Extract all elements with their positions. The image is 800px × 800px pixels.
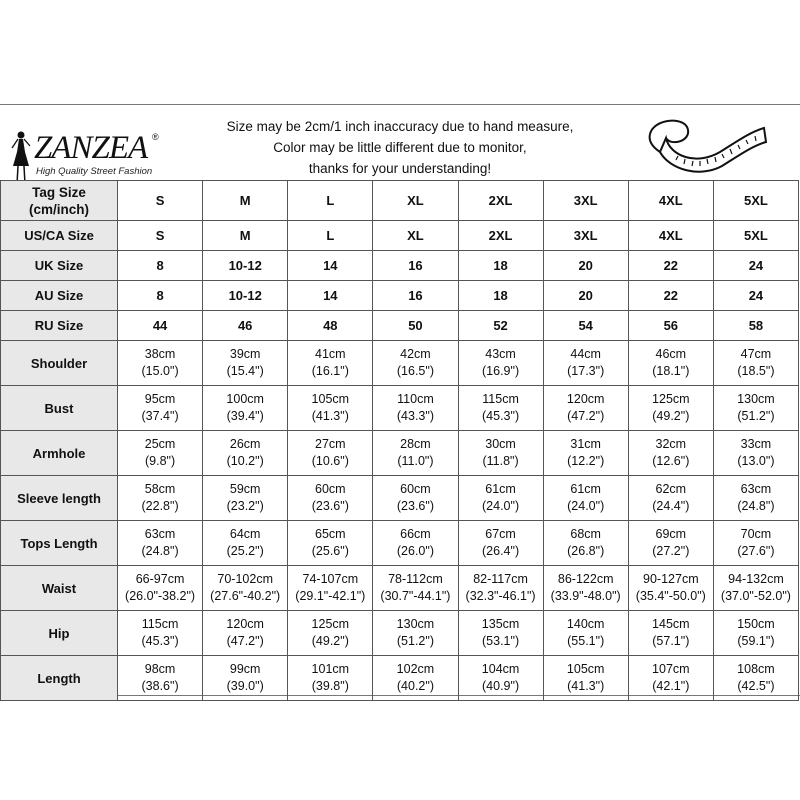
size-value-cell: S	[118, 221, 203, 251]
measurement-inch: (53.1")	[482, 634, 520, 648]
measurement-cm: 66cm	[400, 527, 431, 541]
measurement-cell	[203, 656, 288, 701]
size-value-cell: 52	[458, 311, 543, 341]
size-value-cell: 22	[628, 281, 713, 311]
measurement-inch: (11.0")	[397, 454, 434, 468]
measurement-cm: 95cm	[144, 392, 176, 406]
size-value-cell: 4XL	[628, 221, 713, 251]
registered-mark: ®	[152, 132, 159, 142]
measurement-inch: (26.0"-38.2")	[125, 589, 196, 603]
size-value-cell: 2XL	[458, 221, 543, 251]
conversion-row	[1, 281, 799, 311]
measurement-inch: (51.2")	[737, 409, 775, 423]
measurement-inch: (16.9")	[482, 364, 520, 378]
measurement-cell	[543, 611, 628, 656]
size-value-cell: 46	[203, 311, 288, 341]
measurement-cell	[628, 431, 713, 476]
measurement-cm: 47cm	[740, 347, 772, 361]
size-value-cell: 20	[543, 281, 628, 311]
measurement-cm: 26cm	[229, 437, 261, 451]
measurement-cm: 98cm	[144, 662, 176, 676]
size-value-cell: 5XL	[713, 221, 798, 251]
measurement-cm: 101cm	[311, 662, 350, 676]
measurement-cm: 68cm	[570, 527, 601, 541]
measurement-inch: (49.2")	[652, 409, 690, 423]
measurement-cm: 74-107cm	[302, 572, 359, 586]
measurement-inch: (51.2")	[396, 634, 434, 648]
size-header-cell: 4XL	[628, 181, 713, 221]
measurement-cell	[373, 521, 458, 566]
measurement-inch: (47.2")	[226, 634, 264, 648]
disclaimer-line: thanks for your understanding!	[308, 161, 492, 176]
measurement-inch: (39.4")	[226, 409, 264, 423]
size-header-cell: 5XL	[713, 181, 798, 221]
size-value-cell: 20	[543, 251, 628, 281]
measurement-cm: 70-102cm	[217, 572, 273, 586]
row-label: Bust	[1, 386, 118, 431]
row-label: Hip	[1, 611, 118, 656]
measurement-cell	[118, 611, 203, 656]
measurement-cm: 31cm	[570, 437, 601, 451]
size-value-cell: L	[288, 221, 373, 251]
measurement-cm: 104cm	[481, 662, 520, 676]
measurement-cell	[118, 521, 203, 566]
tag-size-label-line: Tag Size	[32, 184, 86, 200]
measurement-inch: (15.0")	[141, 364, 179, 378]
disclaimer-line: Color may be little different due to monitor,	[273, 140, 527, 155]
measurement-cm: 32cm	[655, 437, 687, 451]
measurement-cm: 115cm	[141, 617, 179, 631]
measurement-inch: (22.8")	[141, 499, 179, 513]
measurement-cell	[458, 341, 543, 386]
measurement-cell	[203, 386, 288, 431]
measurement-cell	[713, 566, 798, 611]
measurement-row	[1, 476, 799, 521]
size-value-cell: 16	[373, 281, 458, 311]
measurement-cm: 120cm	[226, 617, 264, 631]
measurement-cell	[288, 476, 373, 521]
measurement-inch: (41.3")	[567, 679, 605, 693]
measurement-cell	[373, 431, 458, 476]
measurement-cell	[543, 566, 628, 611]
measurement-cell	[203, 341, 288, 386]
measurement-cm: 150cm	[737, 617, 775, 631]
measurement-cm: 25cm	[144, 437, 176, 451]
size-value-cell: 10-12	[203, 281, 288, 311]
measurement-cm: 120cm	[566, 392, 605, 406]
measurement-cm: 90-127cm	[643, 572, 699, 586]
measurement-cm: 46cm	[655, 347, 687, 361]
measurement-row	[1, 656, 799, 701]
size-value-cell: 56	[628, 311, 713, 341]
measurement-cm: 39cm	[229, 347, 261, 361]
measurement-cm: 130cm	[737, 392, 775, 406]
measurement-row	[1, 611, 799, 656]
row-label: Shoulder	[1, 341, 118, 386]
measurement-inch: (33.9"-48.0")	[550, 589, 621, 603]
size-value-cell: M	[203, 221, 288, 251]
size-header-cell: 3XL	[543, 181, 628, 221]
measurement-inch: (15.4")	[226, 364, 264, 378]
measurement-inch: (10.6")	[311, 454, 349, 468]
size-chart-table	[0, 180, 799, 701]
measurement-inch: (18.1")	[652, 364, 690, 378]
measurement-inch: (24.8")	[141, 544, 179, 558]
measurement-cell	[118, 386, 203, 431]
measurement-cell	[543, 431, 628, 476]
measurement-cm: 125cm	[311, 617, 350, 631]
measurement-cm: 94-132cm	[728, 572, 784, 586]
measurement-inch: (40.2")	[396, 679, 434, 693]
measurement-cm: 110cm	[397, 392, 434, 406]
measurement-cell	[458, 521, 543, 566]
measurement-cell	[713, 386, 798, 431]
measurement-cell	[203, 521, 288, 566]
size-chart-header	[0, 104, 800, 180]
size-value-cell: 3XL	[543, 221, 628, 251]
size-value-cell: 58	[713, 311, 798, 341]
measurement-cm: 61cm	[570, 482, 601, 496]
size-value-cell: 10-12	[203, 251, 288, 281]
measurement-cell	[458, 476, 543, 521]
tag-size-row	[1, 181, 799, 221]
measurement-cm: 135cm	[481, 617, 520, 631]
measurement-cell	[373, 611, 458, 656]
measurement-inch: (12.6")	[652, 454, 690, 468]
measurement-cell	[118, 431, 203, 476]
size-header-cell: S	[118, 181, 203, 221]
measurement-cell	[118, 476, 203, 521]
measurement-cell	[203, 476, 288, 521]
row-label: Sleeve length	[1, 476, 118, 521]
measurement-cm: 130cm	[396, 617, 435, 631]
measurement-row	[1, 341, 799, 386]
measurement-cm: 108cm	[737, 662, 775, 676]
measurement-cell	[118, 341, 203, 386]
brand-logo	[4, 116, 174, 176]
measurement-cm: 63cm	[740, 482, 772, 496]
size-value-cell: 24	[713, 281, 798, 311]
measurement-cm: 59cm	[229, 482, 261, 496]
measurement-cm: 65cm	[315, 527, 346, 541]
measurement-inch: (17.3")	[567, 364, 605, 378]
measurement-inch: (27.6")	[737, 544, 775, 558]
measurement-cell	[543, 521, 628, 566]
measurement-row	[1, 431, 799, 476]
measurement-cell	[713, 341, 798, 386]
measurement-inch: (30.7"-44.1")	[380, 589, 451, 603]
measurement-inch: (57.1")	[652, 634, 690, 648]
measurement-cell	[713, 476, 798, 521]
measurement-inch: (24.0")	[567, 499, 605, 513]
measurement-inch: (23.6")	[311, 499, 349, 513]
conversion-row	[1, 311, 799, 341]
measurement-inch: (47.2")	[567, 409, 605, 423]
measurement-cell	[628, 341, 713, 386]
measurement-cm: 115cm	[482, 392, 519, 406]
row-label: Tops Length	[1, 521, 118, 566]
size-value-cell: 18	[458, 281, 543, 311]
measurement-inch: (25.6")	[311, 544, 349, 558]
measurement-cell	[628, 611, 713, 656]
measurement-cell	[203, 611, 288, 656]
measurement-cm: 70cm	[740, 527, 772, 541]
measurement-cell	[373, 656, 458, 701]
measurement-inch: (37.4")	[141, 409, 179, 423]
tag-size-label	[1, 181, 118, 221]
disclaimer-notes	[190, 116, 610, 179]
tag-size-label-line: (cm/inch)	[28, 201, 89, 217]
measurement-inch: (43.3")	[396, 409, 434, 423]
measurement-inch: (23.6")	[396, 499, 434, 513]
measurement-cm: 86-122cm	[557, 572, 614, 586]
measurement-inch: (23.2")	[226, 499, 264, 513]
measurement-row	[1, 521, 799, 566]
measurement-inch: (26.4")	[482, 544, 520, 558]
measurement-cell	[288, 386, 373, 431]
size-value-cell: 8	[118, 281, 203, 311]
measurement-cm: 69cm	[655, 527, 687, 541]
measurement-cm: 82-117cm	[473, 572, 528, 586]
measurement-inch: (25.2")	[226, 544, 264, 558]
measurement-cm: 33cm	[740, 437, 772, 451]
conversion-row	[1, 221, 799, 251]
measurement-cm: 38cm	[144, 347, 176, 361]
measurement-cm: 105cm	[566, 662, 605, 676]
measurement-cm: 43cm	[485, 347, 516, 361]
measurement-inch: (10.2")	[226, 454, 264, 468]
measurement-cell	[288, 521, 373, 566]
measurement-cell	[288, 341, 373, 386]
measurement-cm: 102cm	[396, 662, 435, 676]
measurement-cell	[288, 656, 373, 701]
measurement-cell	[543, 656, 628, 701]
measurement-cell	[713, 521, 798, 566]
measurement-inch: (29.1"-42.1")	[295, 589, 366, 603]
size-value-cell: XL	[373, 221, 458, 251]
measurement-inch: (39.8")	[311, 679, 349, 693]
measuring-tape-icon	[640, 112, 770, 176]
measurement-cell	[458, 611, 543, 656]
measurement-cm: 60cm	[315, 482, 346, 496]
measurement-cell	[628, 656, 713, 701]
measurement-cm: 100cm	[226, 392, 264, 406]
measurement-inch: (39.0")	[226, 679, 264, 693]
measurement-cell	[458, 431, 543, 476]
measurement-inch: (24.8")	[737, 499, 775, 513]
measurement-cm: 28cm	[400, 437, 431, 451]
measurement-inch: (16.1")	[311, 364, 349, 378]
measurement-cm: 140cm	[566, 617, 605, 631]
row-label: UK Size	[1, 251, 118, 281]
measurement-inch: (27.2")	[652, 544, 690, 558]
measurement-inch: (12.2")	[567, 454, 605, 468]
row-label: RU Size	[1, 311, 118, 341]
measurement-cell	[458, 386, 543, 431]
measurement-inch: (11.8")	[482, 454, 519, 468]
measurement-cm: 30cm	[485, 437, 516, 451]
size-value-cell: 24	[713, 251, 798, 281]
measurement-cell	[628, 476, 713, 521]
measurement-cell	[543, 476, 628, 521]
brand-tagline: High Quality Street Fashion	[36, 166, 153, 177]
measurement-row	[1, 566, 799, 611]
measurement-cm: 145cm	[652, 617, 690, 631]
measurement-inch: (49.2")	[311, 634, 349, 648]
measurement-inch: (55.1")	[567, 634, 605, 648]
measurement-cell	[288, 431, 373, 476]
measurement-cell	[288, 611, 373, 656]
measurement-cm: 99cm	[229, 662, 261, 676]
measurement-inch: (26.0")	[396, 544, 434, 558]
measurement-cell	[203, 566, 288, 611]
measurement-inch: (24.4")	[652, 499, 690, 513]
size-value-cell: 22	[628, 251, 713, 281]
measurement-inch: (45.3")	[482, 409, 520, 423]
row-label: Length	[1, 656, 118, 701]
disclaimer-line: Size may be 2cm/1 inch inaccuracy due to hand measure,	[226, 119, 574, 134]
measurement-cm: 105cm	[311, 392, 350, 406]
size-header-cell: L	[288, 181, 373, 221]
measurement-inch: (18.5")	[737, 364, 775, 378]
measurement-inch: (37.0"-52.0")	[720, 589, 791, 603]
measurement-cell	[373, 566, 458, 611]
measurement-cm: 63cm	[144, 527, 176, 541]
size-header-cell: 2XL	[458, 181, 543, 221]
size-value-cell: 48	[288, 311, 373, 341]
measurement-cm: 78-112cm	[388, 572, 443, 586]
measurement-cm: 125cm	[652, 392, 690, 406]
row-label: Armhole	[1, 431, 118, 476]
measurement-cell	[713, 431, 798, 476]
measurement-inch: (45.3")	[141, 634, 179, 648]
row-label: Waist	[1, 566, 118, 611]
measurement-cm: 107cm	[652, 662, 690, 676]
measurement-cell	[628, 386, 713, 431]
measurement-inch: (41.3")	[311, 409, 349, 423]
size-value-cell: 18	[458, 251, 543, 281]
conversion-row	[1, 251, 799, 281]
size-value-cell: 54	[543, 311, 628, 341]
measurement-inch: (32.3"-46.1")	[465, 589, 536, 603]
measurement-cell	[373, 341, 458, 386]
measurement-cm: 44cm	[570, 347, 601, 361]
measurement-cell	[118, 566, 203, 611]
measurement-cm: 67cm	[485, 527, 516, 541]
measurement-cm: 66-97cm	[135, 572, 185, 586]
measurement-cell	[373, 386, 458, 431]
size-value-cell: 50	[373, 311, 458, 341]
measurement-cell	[543, 341, 628, 386]
size-header-cell: M	[203, 181, 288, 221]
measurement-cm: 62cm	[655, 482, 687, 496]
measurement-inch: (27.6"-40.2")	[210, 589, 281, 603]
measurement-inch: (9.8")	[144, 454, 176, 468]
measurement-cm: 27cm	[315, 437, 346, 451]
measurement-cm: 42cm	[400, 347, 431, 361]
measurement-cell	[713, 656, 798, 701]
measurement-cell	[543, 386, 628, 431]
size-value-cell: 8	[118, 251, 203, 281]
fashion-figure-icon	[10, 130, 32, 186]
size-header-cell: XL	[373, 181, 458, 221]
measurement-inch: (59.1")	[737, 634, 775, 648]
size-value-cell: 16	[373, 251, 458, 281]
brand-name: ZANZEA	[34, 130, 148, 166]
measurement-cell	[628, 521, 713, 566]
measurement-cell	[118, 656, 203, 701]
measurement-inch: (13.0")	[737, 454, 775, 468]
measurement-cm: 41cm	[315, 347, 346, 361]
measurement-cm: 60cm	[400, 482, 431, 496]
measurement-cm: 64cm	[229, 527, 261, 541]
measurement-inch: (42.5")	[737, 679, 775, 693]
measurement-inch: (24.0")	[482, 499, 520, 513]
measurement-inch: (26.8")	[567, 544, 605, 558]
measurement-inch: (38.6")	[141, 679, 179, 693]
size-value-cell: 44	[118, 311, 203, 341]
measurement-cell	[628, 566, 713, 611]
measurement-inch: (35.4"-50.0")	[635, 589, 706, 603]
measurement-cell	[458, 566, 543, 611]
measurement-cell	[288, 566, 373, 611]
row-label: AU Size	[1, 281, 118, 311]
measurement-cell	[373, 476, 458, 521]
size-value-cell: 14	[288, 251, 373, 281]
measurement-cm: 61cm	[485, 482, 516, 496]
measurement-cm: 58cm	[144, 482, 176, 496]
measurement-cell	[458, 656, 543, 701]
measurement-cell	[713, 611, 798, 656]
measurement-inch: (42.1")	[652, 679, 690, 693]
measurement-cell	[203, 431, 288, 476]
size-value-cell: 14	[288, 281, 373, 311]
measurement-inch: (40.9")	[482, 679, 520, 693]
measurement-row	[1, 386, 799, 431]
row-label: US/CA Size	[1, 221, 118, 251]
measurement-inch: (16.5")	[396, 364, 434, 378]
